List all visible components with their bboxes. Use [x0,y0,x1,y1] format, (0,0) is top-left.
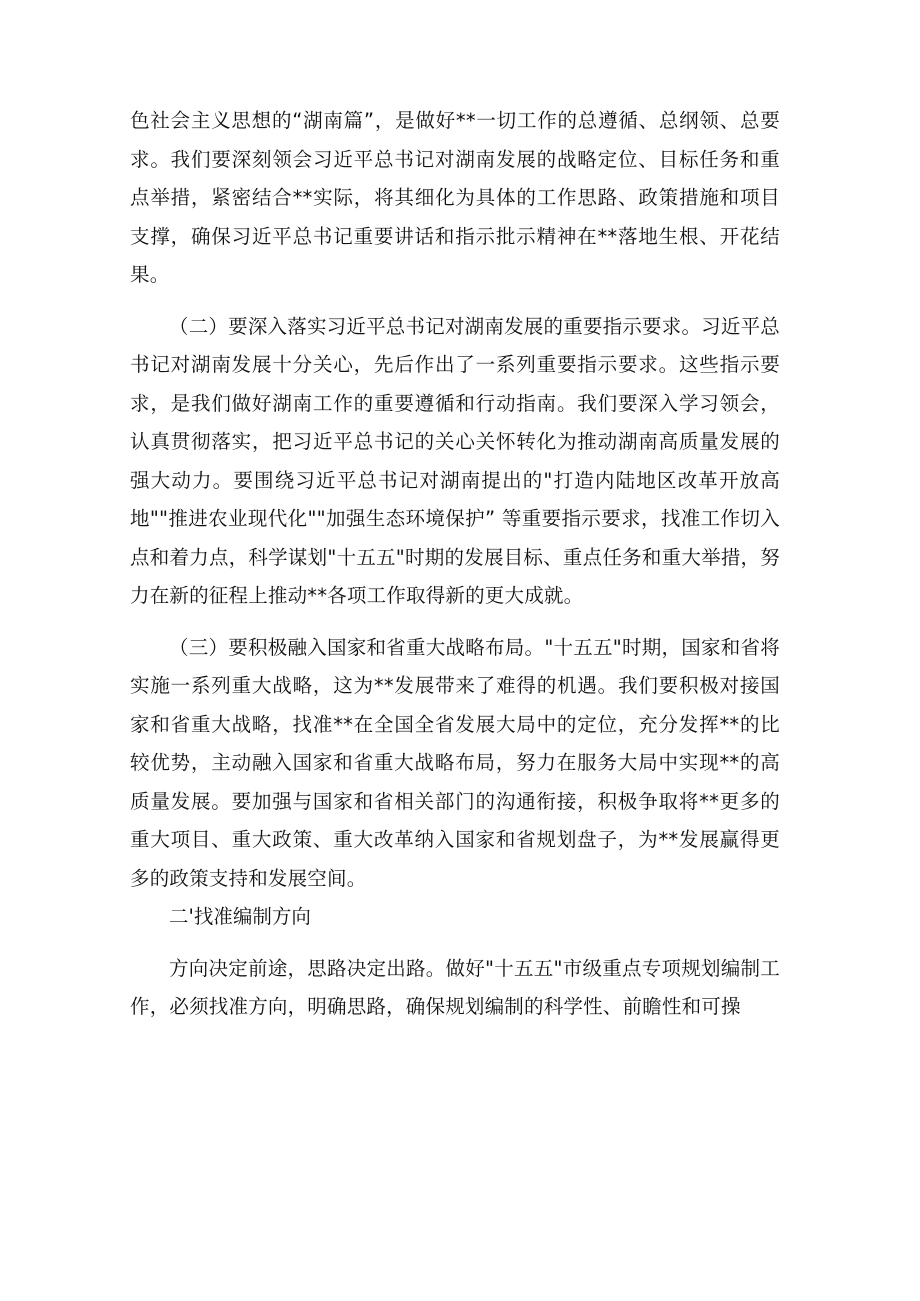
document-body [130,102,780,1027]
paragraph-4: 方向决定前途，思路决定出路。做好"十五五"市级重点专项规划编制工作，必须找准方向，明确思路，确保规划编制的科学性、前瞻性和可操 [130,956,780,1018]
paragraph-1: 色社会主义思想的“湖南篇”，是做好**一切工作的总遵循、总纲领、总要求。我们要深刻领会习近平总书记对湖南发展的战略定位、目标任务和重点举措，紧密结合**实际，将其细化为具体的工作思路、政策措施和项目支撑，确保习近平总书记重要讲话和指示批示精神在**落地生根、开花结果。 [130,109,780,286]
section-heading: 二'找准编制方向 [169,905,311,928]
paragraph-3: （三）要积极融入国家和省重大战略布局。"十五五"时期，国家和省将实施一系列重大战略，这为**发展带来了难得的机遇。我们要积极对接国家和省重大战略，找准**在全国全省发展大局中的定位，充分发挥**的比较优势，主动融入国家和省重大战略布局，努力在服务大局中实现**的高质量发展。要加强与国家和省相关部门的沟通衔接，积极争取将**更多的重大项目、重大政策、重大改革纳入国家和省规划盘子，为**发展赢得更多的政策支持和发展空间。 [130,635,780,890]
paragraph-2: （二）要深入落实习近平总书记对湖南发展的重要指示要求。习近平总书记对湖南发展十分关心，先后作出了一系列重要指示要求。这些指示要求，是我们做好湖南工作的重要遵循和行动指南。我们要深入学习领会，认真贯彻落实，把习近平总书记的关心关怀转化为推动湖南高质量发展的强大动力。要围绕习近平总书记对湖南提出的"打造内陆地区改革开放高地""推进农业现代化""加强生态环境保护” 等重要指示要求，找准工作切入点和着力点，科学谋划"十五五"时期的发展目标、重点任务和重大举措，努力在新的征程上推动**各项工作取得新的更大成就。 [130,314,780,607]
